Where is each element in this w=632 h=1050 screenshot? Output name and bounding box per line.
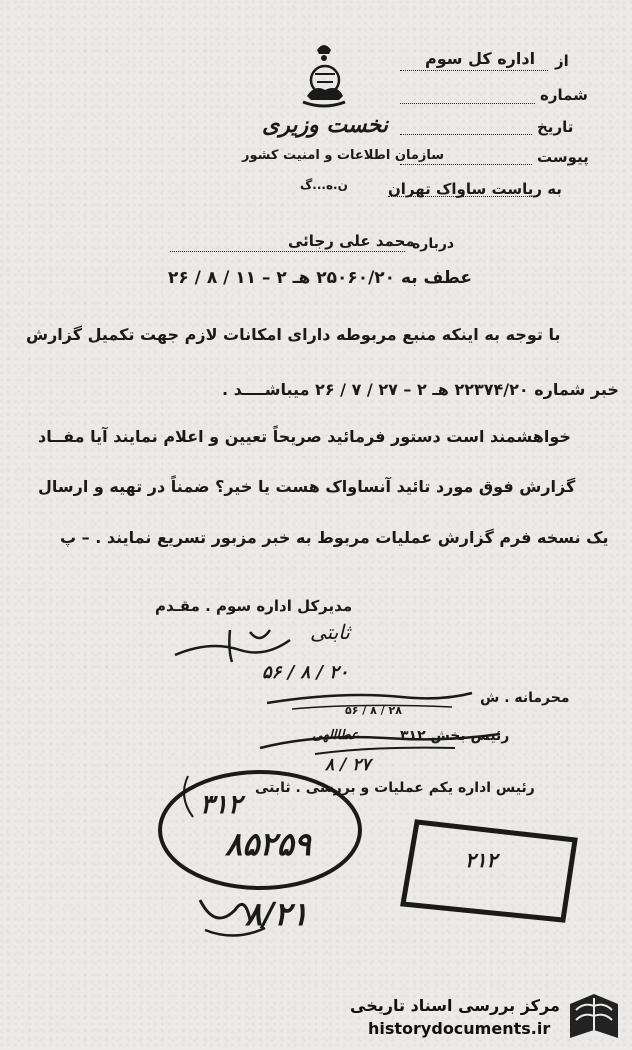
lion-sun-emblem-icon — [295, 40, 353, 112]
oval-stamp-date: ۸/۲۱ — [245, 895, 309, 933]
org-name-line1: نخست وزیری — [262, 112, 388, 138]
routing-line2-note: عطاالهی — [312, 728, 359, 743]
routing-line1-label: محرمانه . ش — [480, 690, 570, 706]
attachment-line — [400, 164, 532, 165]
routing-line4: رئیس اداره یکم عملیات و بررسی . ثابتی — [255, 780, 535, 796]
body-line-2: خبر شماره ۲۲۳۷۴/۲۰ هـ ۲ – ۲۷ / ۷ / ۲۶ میباشــــد . — [222, 380, 619, 399]
date-label: تاریخ — [537, 118, 574, 136]
box-stamp-number: ۲۱۲ — [465, 848, 498, 872]
number-label: شماره — [540, 86, 588, 104]
body-line-5: یک نسخه فرم گزارش عملیات مربوط به خبر مزبور تسریع نمایند . – پ — [60, 528, 609, 547]
signature-title: مدیرکل اداره سوم . مقـدم — [155, 597, 353, 615]
attachment-label: پیوست — [537, 148, 589, 166]
subject-value: محمد علی رجائی — [288, 232, 415, 250]
from-label: از — [555, 52, 569, 70]
routing-line2: رئیس بخش ۳۱۲ — [400, 728, 510, 744]
recipient: به ریاست ساواک تهران — [388, 180, 562, 198]
body-line-4: گزارش فوق مورد تائید آنساواک هست یا خیر؟ ضمناً در تهیه و ارسال — [38, 477, 576, 496]
body-line-1: با توجه به اینکه منبع مربوطه دارای امکانات لازم جهت تکمیل گزارش — [26, 325, 561, 344]
org-code: ن.ه...گ — [300, 178, 348, 192]
number-line — [400, 103, 535, 104]
org-name-line2: سازمان اطلاعات و امنیت کشور — [242, 148, 445, 163]
routing-line3-hand: ۲۷ / ۸ — [325, 755, 371, 775]
subject-line — [170, 251, 405, 252]
from-line — [400, 70, 548, 71]
reference-line: عطف به ۲۵۰۶۰/۲۰ هـ ۲ – ۱۱ / ۸ / ۲۶ — [168, 268, 472, 288]
body-line-3: خواهشمند است دستور فرمائید صریحاً تعیین و اعلام نمایند آیا مفــاد — [38, 427, 571, 446]
book-icon — [566, 990, 622, 1042]
from-value: اداره کل سوم — [425, 49, 536, 68]
footer-url[interactable]: historydocuments.ir — [368, 1019, 551, 1038]
date-line — [400, 134, 532, 135]
subject-label: درباره — [412, 236, 455, 252]
recipient-line — [388, 196, 538, 197]
routing-line1-value: ۲۸ / ۸ / ۵۶ — [345, 704, 402, 717]
oval-stamp-top: ۳۱۲ — [200, 790, 242, 820]
routing-strike-2 — [255, 726, 505, 760]
oval-stamp-number: ۸۵۲۵۹ — [225, 825, 311, 863]
signature-name: ثابتی — [310, 620, 350, 644]
signature-scribble — [170, 620, 320, 668]
footer-title: مرکز بررسی اسناد تاریخی — [350, 996, 560, 1015]
signature-date: ۲۰ / ۸ / ۵۶ — [262, 662, 349, 683]
